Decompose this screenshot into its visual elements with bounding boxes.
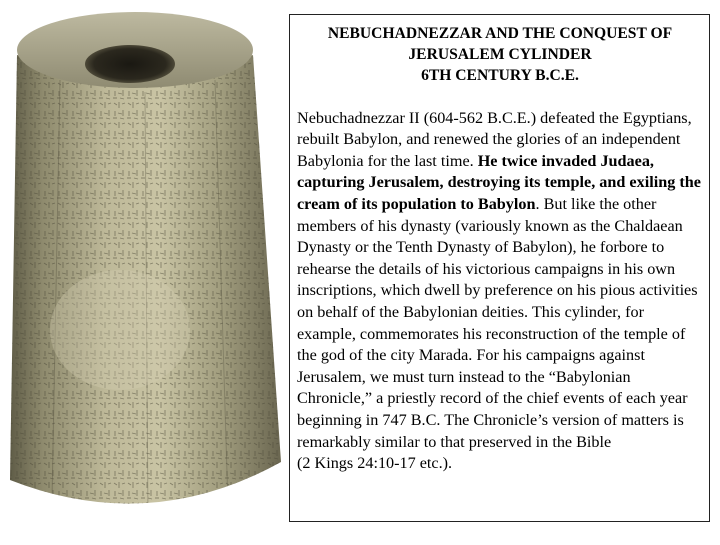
body-text-intro: Nebuchadnezzar II (604-562 B.C.E.) defeated the Egyptians, rebuilt Babylon, and renewed the glories of an independent Babylonia for the last time.: [297, 108, 692, 170]
heading-line: NEBUCHADNEZZAR AND THE CONQUEST OF: [327, 25, 673, 42]
body-paragraph: [297, 108, 703, 475]
body-text-emphasis: He twice invaded Judaea, capturing Jerusalem, destroying its temple, and exiling the cream of its population to Babylon: [297, 151, 701, 213]
description-panel: [289, 14, 710, 522]
heading-line: 6TH CENTURY B.C.E.: [421, 67, 579, 85]
document-heading: [297, 23, 703, 87]
heading-line: JERUSALEM CYLINDER: [408, 46, 592, 64]
clay-cylinder-image: [0, 0, 285, 540]
body-text-main: . But like the other members of his dynasty (variously known as the Chaldaean Dynasty or the Tenth Dynasty of Babylon), he forbore to rehearse the details of his victorious campaigns in his own inscriptions, which dwell by preference on his pious activities on behalf of the Babylonian deities. This cylinder, for example, commemorates his reconstruction of the temple of the god of the city Marada. For his campaigns against Jerusalem, we must turn instead to the “Babylonian Chronicle,” a priestly record of the chief events of each year beginning in 747 B.C. The Chronicle’s version of matters is remarkably similar to that preserved in the Bible: [297, 194, 698, 451]
cylinder-photo: [0, 0, 285, 540]
body-text-reference: (2 Kings 24:10-17 etc.).: [297, 454, 453, 473]
